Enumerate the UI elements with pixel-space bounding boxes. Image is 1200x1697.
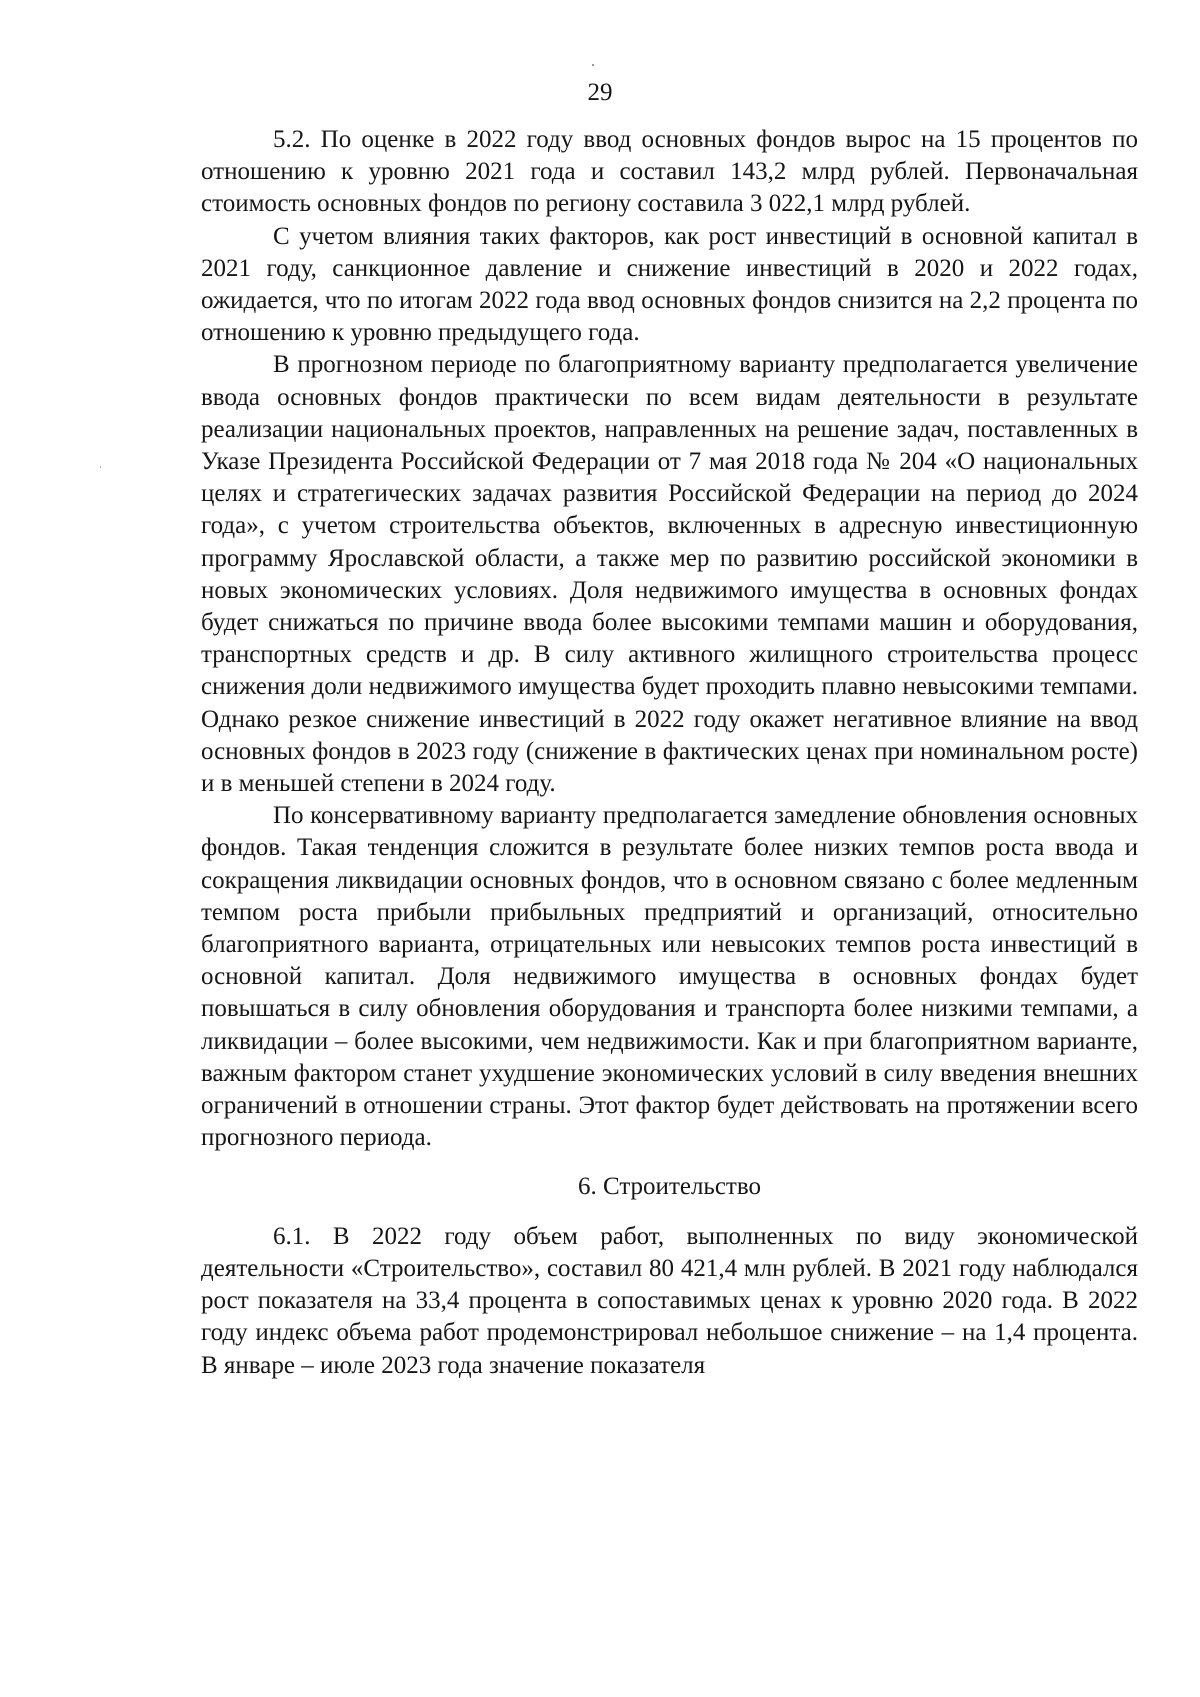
paragraph-conservative-variant: По консервативному варианту предполагается замедление обновления основных фондов. Такая тенденция сложится в результате более низких темпов роста ввода и сокращения ликвидации основных фондов, что в основном связано с более медленным темпом роста прибыли прибыльных предприятий и организаций, относительно благоприятного варианта, отрицательных или невысоких темпов роста инвестиций в основной капитал. Доля недвижимого имущества в основных фондах будет повышаться в силу обновления оборудования и транспорта более низкими темпами, а ликвидации – более высокими, чем недвижимости. Как и при благоприятном варианте, важным фактором станет ухудшение экономических условий в силу введения внешних ограничений в отношении страны. Этот фактор будет действовать на протяжении всего прогнозного периода. (201, 802, 1138, 1152)
scan-artifact (592, 64, 594, 66)
paragraph-favorable-variant: В прогнозном периоде по благоприятному варианту предполагается увеличение ввода основных фондов практически по всем видам деятельности в результате реализации национальных проектов, направленных на решение задач, поставленных в Указе Президента Российской Федерации от 7 мая 2018 года № 204 «О национальных целях и стратегических задачах развития Российской Федерации на период до 2024 года», с учетом строительства объектов, включенных в адресную инвестиционную программу Ярославской области, а также мер по развитию российской экономики в новых экономических условиях. Доля недвижимого имущества в основных фондах будет снижаться по причине ввода более высокими темпами машин и оборудования, транспортных средств и др. В силу активного жилищного строительства процесс снижения доли недвижимого имущества будет проходить плавно невысокими темпами. Однако резкое снижение инвестиций в 2022 году окажет негативное влияние на ввод основных фондов в 2023 году (снижение в фактических ценах при номинальном росте) и в меньшей степени в 2024 году. (201, 351, 1138, 798)
section-heading-construction: 6. Строительство (577, 1172, 761, 1200)
page-number: 29 (587, 79, 613, 106)
paragraph-5-2: 5.2. По оценке в 2022 году ввод основных фондов вырос на 15 процентов по отношению к уровню 2021 года и составил 143,2 млрд рублей. Первоначальная стоимость основных фондов по региону составила 3 022,1 млрд рублей. (201, 126, 1138, 218)
scan-artifact (100, 466, 101, 468)
document-body (201, 124, 1138, 1382)
paragraph-6-1: 6.1. В 2022 году объем работ, выполненных по виду экономической деятельности «Строительство», составил 80 421,4 млн рублей. В 2021 году наблюдался рост показателя на 33,4 процента в сопоставимых ценах к уровню 2020 года. В 2022 году индекс объема работ продемонстрировал небольшое снижение – на 1,4 процента. В январе – июле 2023 года значение показателя (201, 1222, 1138, 1379)
paragraph-factors: С учетом влияния таких факторов, как рост инвестиций в основной капитал в 2021 году, санкционное давление и снижение инвестиций в 2020 и 2022 годах, ожидается, что по итогам 2022 года ввод основных фондов снизится на 2,2 процента по отношению к уровню предыдущего года. (201, 222, 1138, 347)
